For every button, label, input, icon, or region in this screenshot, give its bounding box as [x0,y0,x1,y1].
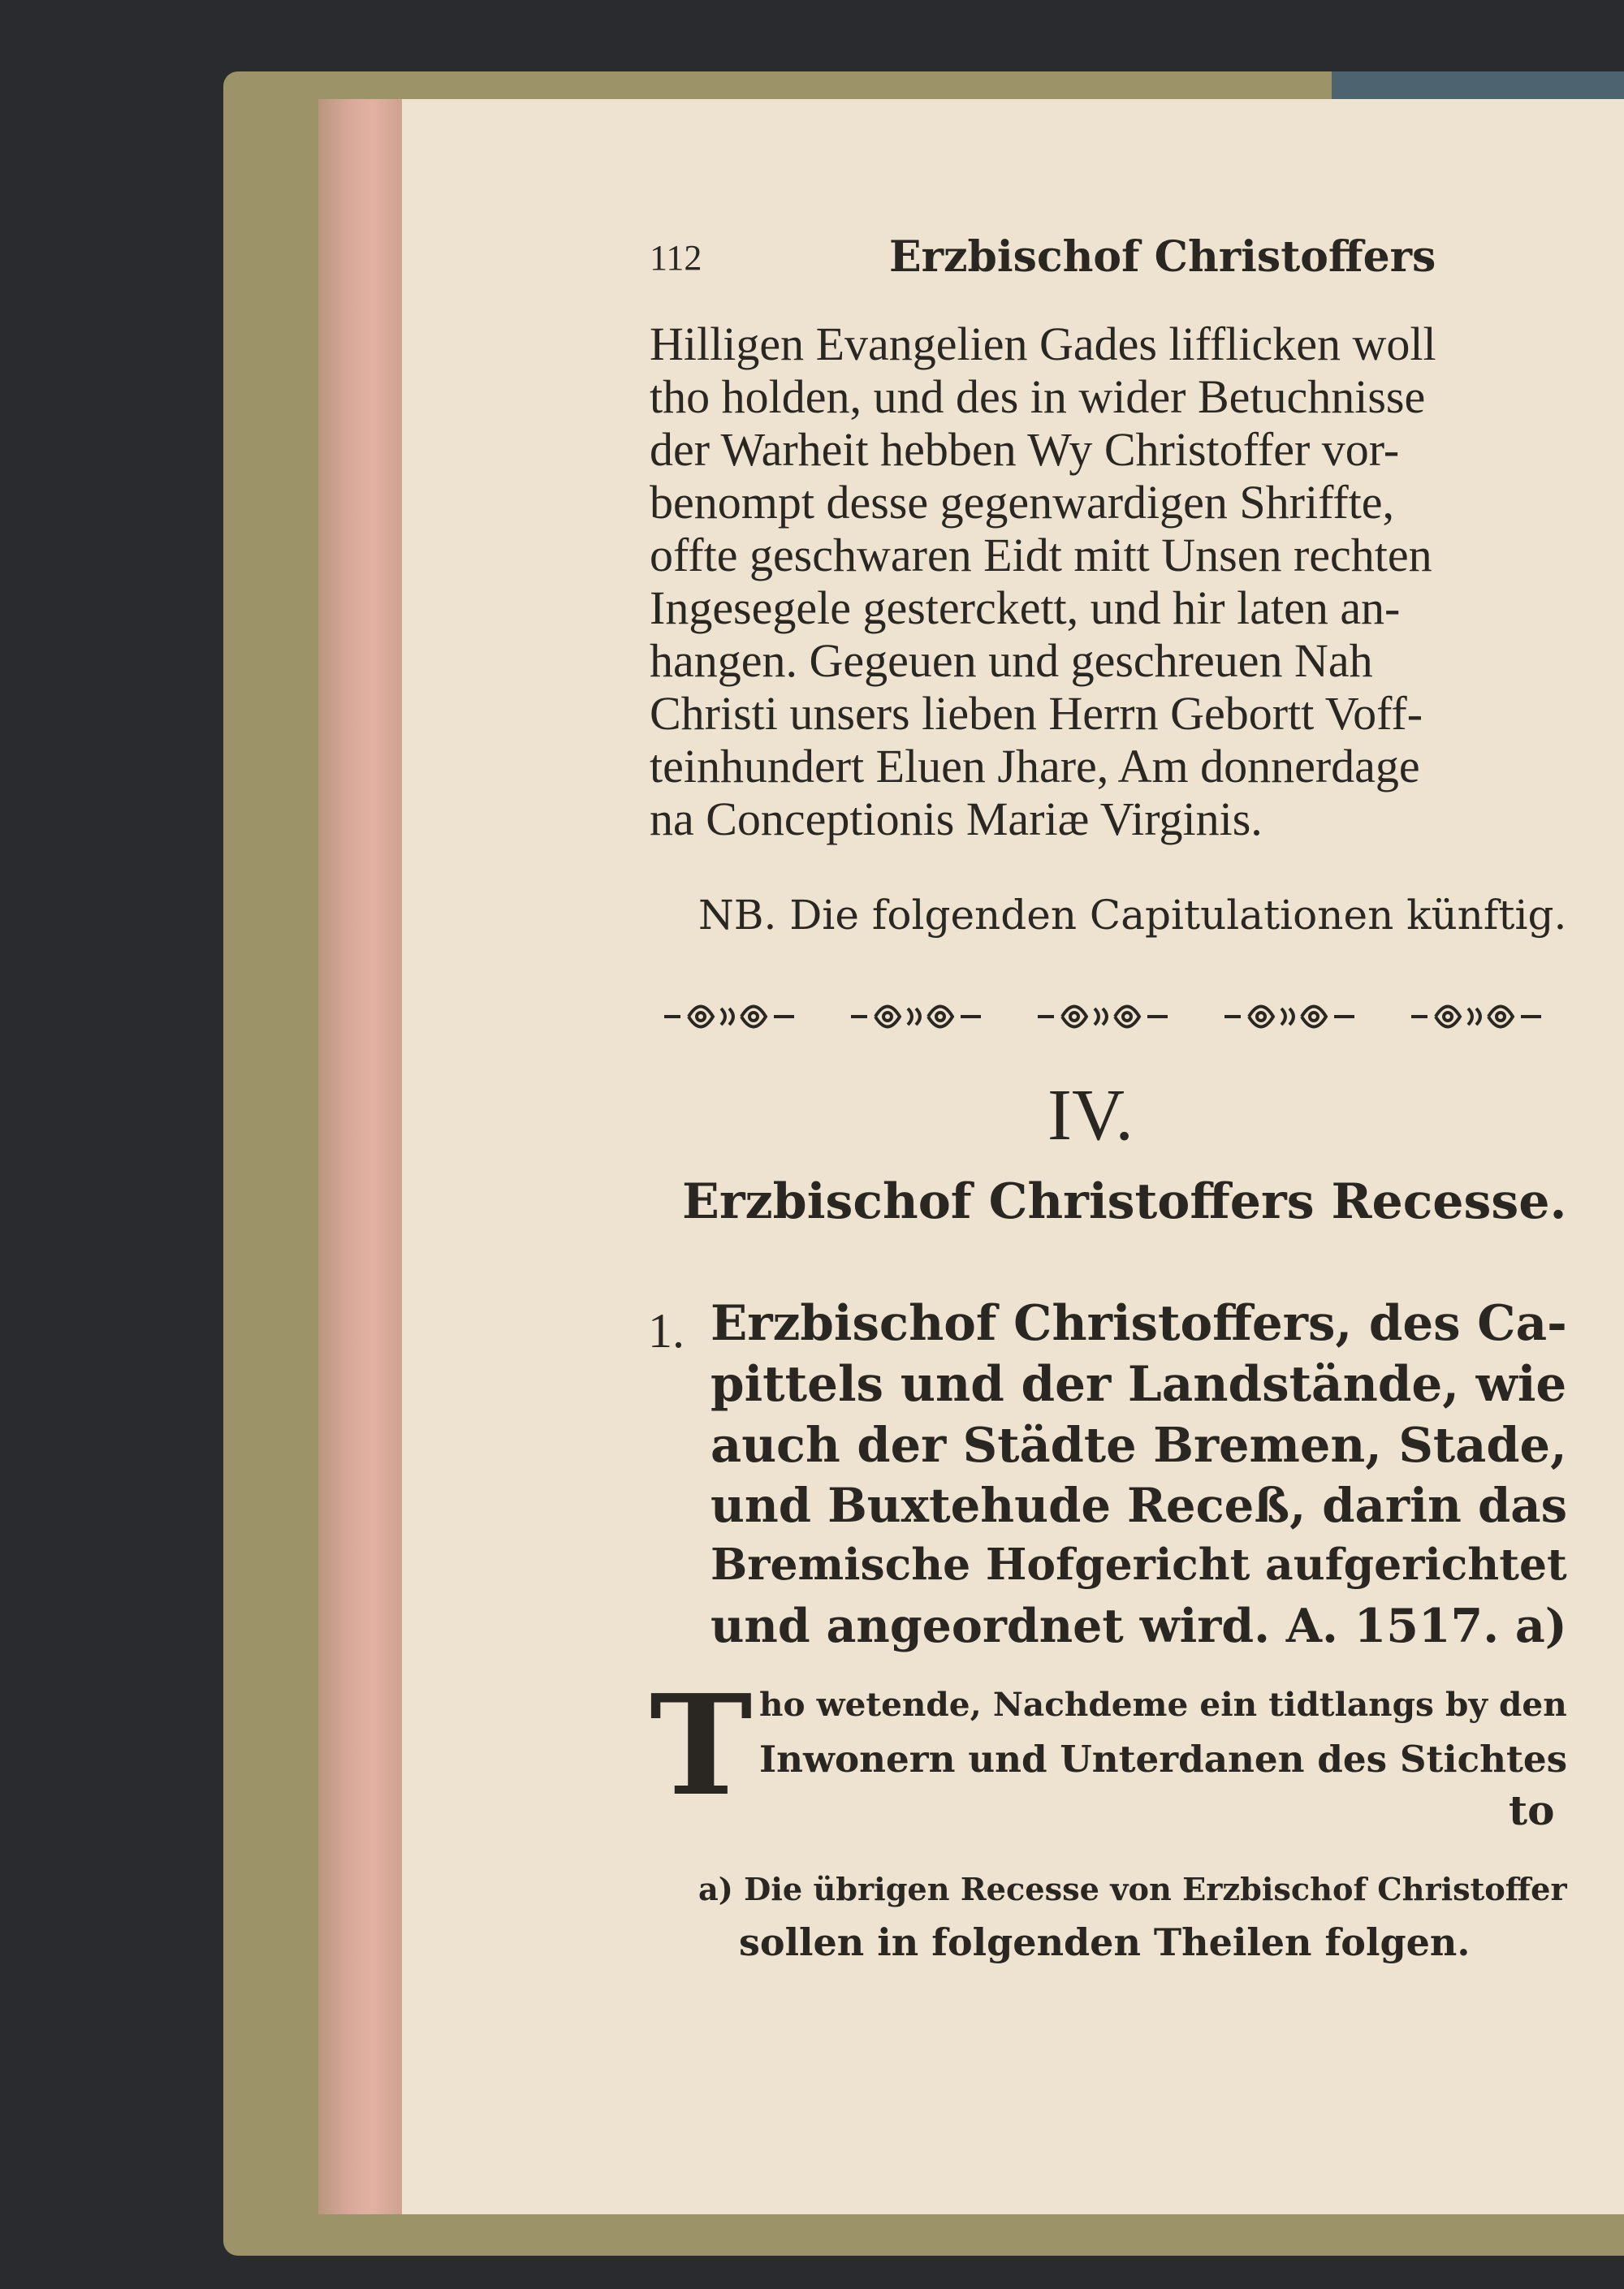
fleuron-border-ornament-icon [656,992,1553,1041]
body-line: tho holden, und des in wider Betuchnisse [650,370,1426,423]
running-title: Erzbischof Christoffers [889,232,1436,282]
body-line: na Conceptionis Mariæ Virginis. [650,793,1263,845]
intro-line: ho wetende, Nachdeme ein tidtlangs by den [759,1685,1567,1724]
note: NB. Die folgenden Capitulationen künftig. [698,892,1567,939]
item-title-line: Erzbischof Christoffers, des Ca- [710,1295,1567,1352]
intro-line: Inwonern und Unterdanen des Stichtes [759,1738,1568,1781]
item-title-line: und angeordnet wird. A. 1517. a) [710,1600,1567,1653]
body-line: offte geschwaren Eidt mitt Unsen rechten [650,529,1432,581]
body-line: teinhundert Eluen Jhare, Am donnerdage [650,740,1420,793]
body-line: Christi unsers lieben Herrn Gebortt Voff- [650,687,1423,740]
footnote-line: sollen in folgenden Theilen folgen. [739,1920,1471,1964]
item-title-line: Bremische Hofgericht aufgerichtet [710,1539,1567,1590]
body-line: Ingesegele gesterckett, und hir laten an- [650,581,1401,634]
body-line: hangen. Gegeuen und geschreuen Nah [650,634,1373,687]
footnote-line: a) Die übrigen Recesse von Erzbischof Christoffer [698,1872,1567,1908]
section-title: Erzbischof Christoffers Recesse. [682,1173,1567,1230]
body-line: der Warheit hebben Wy Christoffer vor- [650,423,1400,476]
item-title-line: und Buxtehude Receß, darin das [710,1478,1568,1533]
drop-cap: T [650,1665,753,1827]
catchword: to [1509,1786,1555,1834]
page-number: 112 [650,238,702,278]
body-line: Hilligen Evangelien Gades lifflicken woll [650,317,1436,370]
item-number: 1. [648,1304,685,1358]
section-number: IV. [1047,1075,1134,1155]
page-edges [318,99,408,2214]
item-title-line: pittels und der Landstände, wie [710,1356,1567,1413]
item-title-line: auch der Städte Bremen, Stade, [710,1417,1567,1473]
body-line: benompt desse gegenwardigen Shriffte, [650,476,1395,529]
